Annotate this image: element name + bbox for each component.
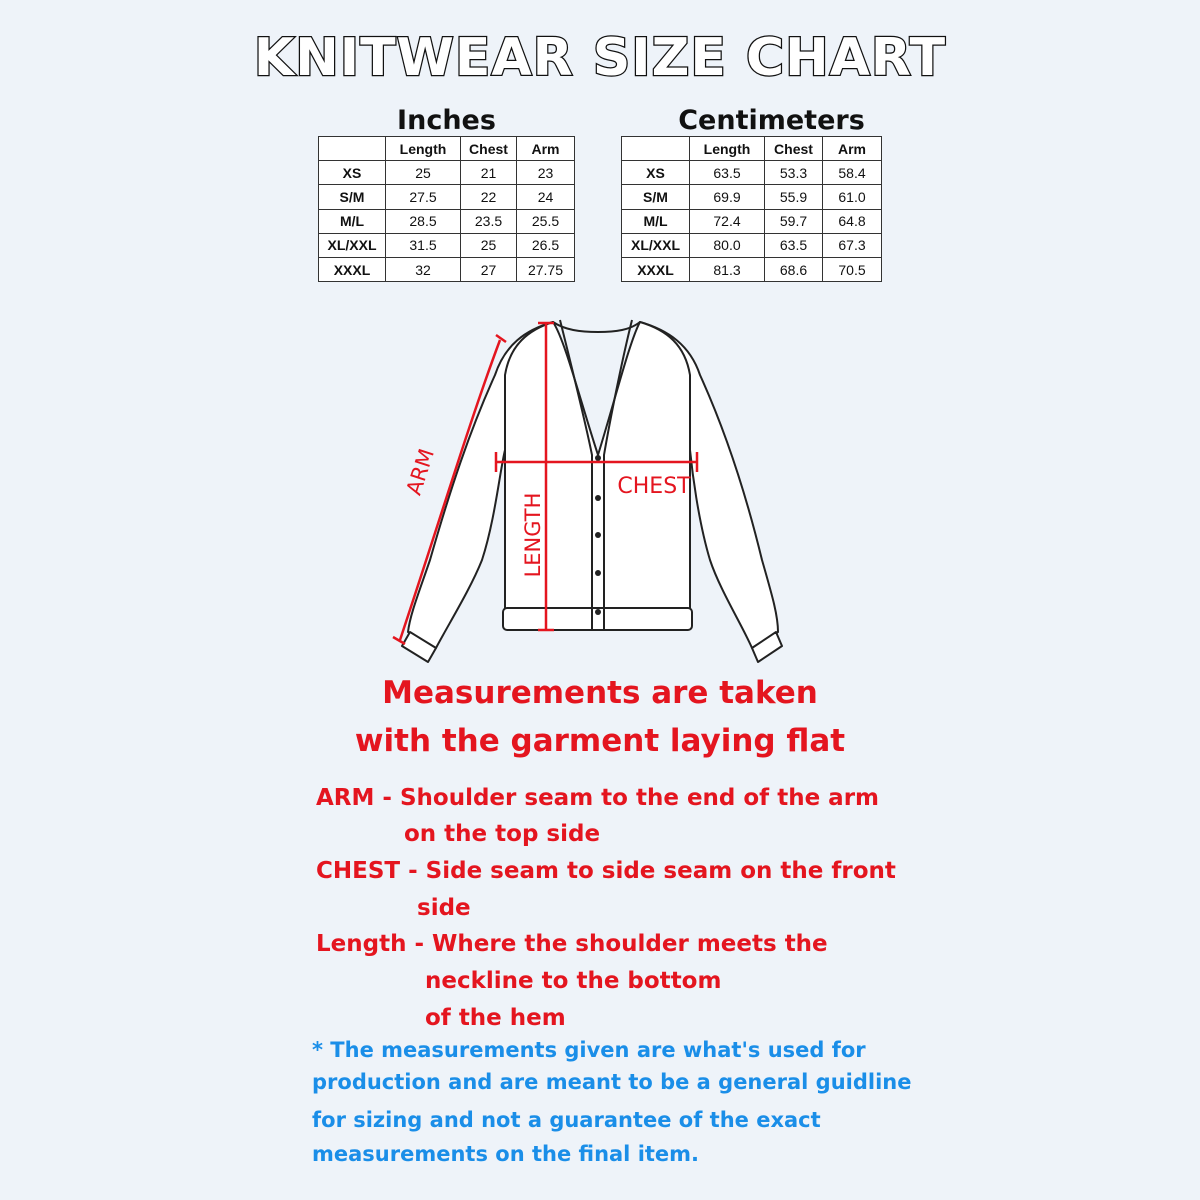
size-cell: XL/XXL	[622, 233, 690, 257]
table-header-row	[622, 137, 882, 161]
size-cell: M/L	[319, 209, 386, 233]
inches-table-block	[318, 106, 575, 282]
note-line2: production and are meant to be a general guidline	[312, 1070, 912, 1094]
table-row	[319, 257, 575, 281]
value-cell: 21	[461, 161, 517, 185]
value-cell: 63.5	[690, 161, 765, 185]
table-row	[319, 161, 575, 185]
length-label: LENGTH	[521, 492, 545, 578]
length-definition	[316, 926, 828, 962]
note-line3: for sizing and not a guarantee of the exact	[312, 1108, 821, 1132]
value-cell: 27.5	[386, 185, 461, 209]
measurement-heading-line1: Measurements are taken	[382, 675, 818, 711]
length-text-line2: neckline to the bottom	[425, 968, 722, 994]
value-cell: 61.0	[823, 185, 882, 209]
value-cell: 81.3	[690, 257, 765, 281]
cardigan-diagram	[380, 315, 800, 665]
column-header: Length	[690, 137, 765, 161]
table-row	[319, 233, 575, 257]
value-cell: 58.4	[823, 161, 882, 185]
column-header: Arm	[517, 137, 575, 161]
table-row	[622, 161, 882, 185]
size-cell: S/M	[319, 185, 386, 209]
note-line4: measurements on the final item.	[312, 1142, 700, 1166]
length-text-line3: of the hem	[425, 1005, 566, 1031]
arm-label: ARM	[401, 445, 440, 498]
note-line1: * The measurements given are what's used for	[312, 1038, 866, 1062]
length-text-line1: Where the shoulder meets the	[432, 931, 828, 957]
value-cell: 64.8	[823, 209, 882, 233]
column-header: Chest	[765, 137, 823, 161]
table-header-row	[319, 137, 575, 161]
page-title: KNITWEAR SIZE CHART	[253, 28, 947, 88]
value-cell: 32	[386, 257, 461, 281]
arm-definition	[316, 780, 879, 816]
column-header	[622, 137, 690, 161]
value-cell: 24	[517, 185, 575, 209]
chest-definition	[316, 853, 896, 889]
value-cell: 27	[461, 257, 517, 281]
value-cell: 25	[461, 233, 517, 257]
value-cell: 69.9	[690, 185, 765, 209]
table-row	[319, 185, 575, 209]
inches-caption: Inches	[397, 105, 496, 136]
value-cell: 68.6	[765, 257, 823, 281]
value-cell: 23	[517, 161, 575, 185]
value-cell: 23.5	[461, 209, 517, 233]
value-cell: 25	[386, 161, 461, 185]
value-cell: 26.5	[517, 233, 575, 257]
arm-term: ARM -	[316, 785, 400, 811]
value-cell: 22	[461, 185, 517, 209]
value-cell: 67.3	[823, 233, 882, 257]
measurement-heading-line2: with the garment laying flat	[354, 723, 846, 759]
size-cell: M/L	[622, 209, 690, 233]
size-cell: XS	[622, 161, 690, 185]
arm-text-line2: on the top side	[404, 821, 601, 847]
column-header	[319, 137, 386, 161]
value-cell: 28.5	[386, 209, 461, 233]
value-cell: 80.0	[690, 233, 765, 257]
size-cell: XL/XXL	[319, 233, 386, 257]
table-row	[622, 257, 882, 281]
table-row	[319, 209, 575, 233]
size-cell: XS	[319, 161, 386, 185]
value-cell: 63.5	[765, 233, 823, 257]
value-cell: 55.9	[765, 185, 823, 209]
column-header: Length	[386, 137, 461, 161]
chest-text-line2: side	[417, 895, 471, 921]
value-cell: 59.7	[765, 209, 823, 233]
table-row	[622, 209, 882, 233]
length-term: Length -	[316, 931, 433, 957]
table-row	[622, 233, 882, 257]
chest-term: CHEST -	[316, 858, 426, 884]
centimeters-table-block	[621, 106, 902, 282]
size-cell: S/M	[622, 185, 690, 209]
value-cell: 72.4	[690, 209, 765, 233]
chest-label: CHEST	[617, 474, 691, 499]
column-header: Arm	[823, 137, 882, 161]
inches-table	[318, 136, 575, 282]
table-row	[622, 185, 882, 209]
value-cell: 27.75	[517, 257, 575, 281]
size-cell: XXXL	[319, 257, 386, 281]
value-cell: 31.5	[386, 233, 461, 257]
centimeters-table	[621, 136, 882, 282]
arm-text-line1: Shoulder seam to the end of the arm	[399, 785, 880, 811]
value-cell: 25.5	[517, 209, 575, 233]
value-cell: 70.5	[823, 257, 882, 281]
column-header: Chest	[461, 137, 517, 161]
centimeters-caption: Centimeters	[678, 105, 865, 136]
chest-text-line1: Side seam to side seam on the front	[425, 858, 896, 884]
value-cell: 53.3	[765, 161, 823, 185]
size-cell: XXXL	[622, 257, 690, 281]
